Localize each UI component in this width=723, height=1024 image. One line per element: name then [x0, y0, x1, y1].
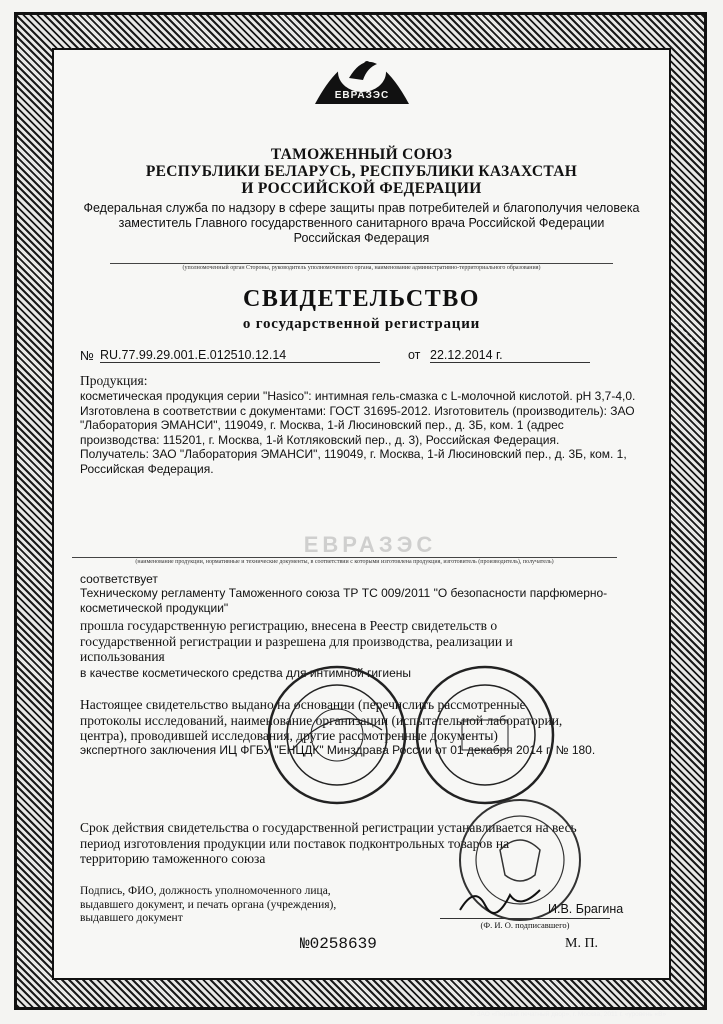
conformity-label: соответствует	[80, 572, 158, 586]
signature-caption-line: Подпись, ФИО, должность уполномоченного лица,	[80, 885, 331, 897]
document-title: СВИДЕТЕЛЬСТВО	[243, 286, 480, 312]
conformity-line: косметической продукции"	[80, 600, 229, 615]
signature-caption-line: выдавшего документ	[80, 912, 183, 924]
date-label: от	[408, 348, 421, 362]
lab-seal-stamp	[262, 660, 412, 810]
expert-conclusion: экспертного заключения ИЦ ФГБУ "ЕНЦДК" Минздрава России от 01 декабря 2014 г. № 180.	[80, 743, 596, 757]
product-caption: (наименование продукции, нормативные и технические документы, в соответствии с которыми изготовлена продукция, изготовитель (производитель), получатель)	[72, 557, 617, 565]
usage-purpose: в качестве косметического средства для интимной гигиены	[80, 666, 412, 680]
registration-date: 22.12.2014 г.	[430, 348, 590, 363]
basis-line: Настоящее свидетельство выдано на основании (перечислить рассмотренные	[80, 697, 526, 712]
agency-line-2: заместитель Главного государственного санитарного врача Российской Федерации	[118, 216, 605, 230]
product-label: Продукция:	[80, 373, 148, 388]
form-number: №0258639	[300, 935, 377, 953]
validity-line: Срок действия свидетельства о государственной регистрации устанавливается на весь	[80, 820, 577, 835]
statement-line: государственной регистрации и разрешена для производства, реализации и	[80, 633, 513, 649]
agency-caption: (уполномоченный орган Стороны, руководитель уполномоченного органа, наименование административно-территориального образования)	[110, 263, 613, 271]
printer-credit: © ЗАО «Первый печатный двор», г. Москва, 2011 г. «уровень «В»	[470, 1011, 667, 1018]
registration-number: RU.77.99.29.001.E.012510.12.14	[100, 348, 380, 363]
agency-line-1: Федеральная служба по надзору в сфере защиты прав потребителей и благополучия человека	[83, 201, 640, 215]
republics-line: РЕСПУБЛИКИ БЕЛАРУСЬ, РЕСПУБЛИКИ КАЗАХСТАН	[145, 163, 578, 180]
eurasec-watermark: ЕВРАЗЭС	[303, 532, 437, 557]
product-line: "Лаборатория ЭМАНСИ", 119049, г. Москва, 1-й Люсиновский пер., д. 3Б, ком. 1 (адрес	[80, 418, 564, 432]
document-subtitle: о государственной регистрации	[242, 316, 481, 332]
product-line: Изготовлена в соответствии с документами: ГОСТ 31695-2012. Изготовитель (производитель): ЗАО	[80, 403, 635, 418]
basis-line: центра), проводившей исследования, другие рассмотренные документы)	[80, 728, 498, 743]
conformity-text	[80, 586, 640, 615]
conformity-line: Техническому регламенту Таможенного союза ТР ТС 009/2011 "О безопасности парфюмерно-	[80, 586, 608, 600]
product-line: Получатель: ЗАО "Лаборатория ЭМАНСИ", 119049, г. Москва, 1-й Люсиновский пер., д. 3Б, ком. 1,	[80, 447, 627, 461]
basis-line: протоколы исследований, наименование организации (испытательной лаборатории,	[80, 712, 563, 728]
registration-statement	[80, 618, 636, 665]
signer-name: И.В. Брагина	[548, 902, 624, 916]
product-line: косметическая продукция серии "Hasico": интимная гель-смазка с L-молочной кислотой. pH 3,7-4,0.	[80, 389, 636, 403]
signature-caption-line: выдавшего документ, и печать органа (учреждения),	[80, 898, 337, 911]
statement-line: прошла государственную регистрацию, внесена в Реестр свидетельств о	[80, 618, 498, 633]
statement-line: использования	[80, 649, 165, 664]
product-line: Российская Федерация.	[80, 461, 214, 476]
product-line: производства: 115201, г. Москва, 1-й Котляковский пер., д. 3), Российская Федерация.	[80, 432, 560, 447]
signature-caption	[80, 885, 380, 926]
fio-caption: (Ф. И. О. подписавшего)	[480, 920, 570, 930]
handwritten-signature	[455, 880, 545, 920]
validity-line: территорию таможенного союза	[80, 851, 266, 866]
emblem-label: ЕВРАЗЭС	[334, 90, 390, 101]
validity-line: период изготовления продукции или поставок подконтрольных товаров на	[80, 835, 510, 851]
union-title: ТАМОЖЕННЫЙ СОЮЗ	[270, 146, 453, 163]
federation-line: И РОССИЙСКОЙ ФЕДЕРАЦИИ	[241, 180, 482, 197]
company-seal-stamp	[410, 660, 560, 810]
seal-place: М. П.	[565, 936, 599, 951]
product-description	[80, 389, 640, 476]
number-label: №	[80, 348, 94, 363]
agency-line-3: Российская Федерация	[293, 231, 430, 245]
